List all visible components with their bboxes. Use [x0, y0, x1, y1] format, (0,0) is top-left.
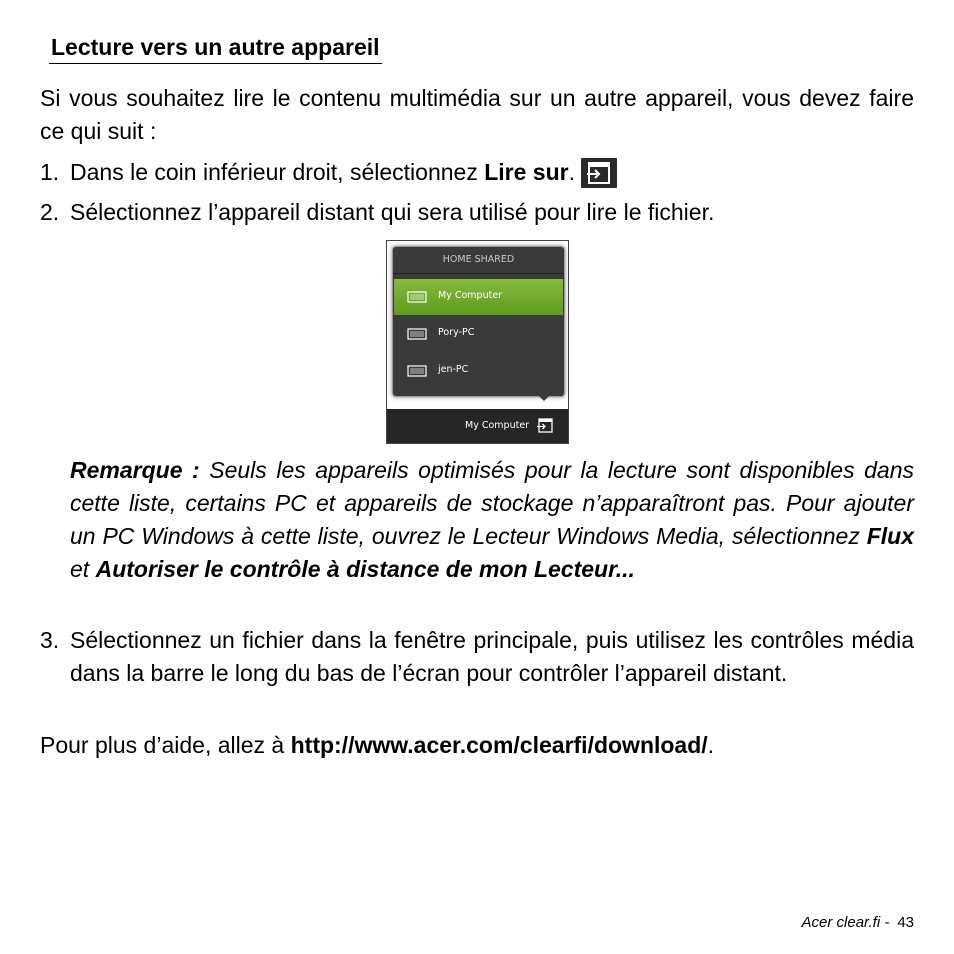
play-to-icon[interactable]	[536, 418, 553, 433]
monitor-icon	[407, 365, 427, 378]
monitor-icon	[407, 328, 427, 341]
step-number: 1.	[40, 159, 60, 185]
footer-title: Acer clear.fi -	[801, 914, 890, 931]
popup-header: HOME SHARED	[393, 247, 564, 274]
intro-paragraph: Si vous souhaitez lire le contenu multimédia sur un autre appareil, vous devez faire ce qui suit :	[40, 85, 914, 144]
play-to-icon	[581, 158, 617, 188]
page-number: 43	[897, 914, 914, 931]
device-label: My Computer	[438, 290, 503, 301]
step-1: 1. Dans le coin inférieur droit, sélectionnez Lire sur.	[40, 156, 914, 189]
step-2	[40, 196, 914, 229]
step-bold-text: Lire sur	[484, 159, 569, 185]
device-label: Pory-PC	[438, 327, 475, 338]
popup-pointer	[534, 391, 554, 401]
step-text: Sélectionnez l’appareil distant qui sera utilisé pour lire le fichier.	[70, 199, 715, 225]
play-to-screenshot	[386, 240, 569, 444]
device-item[interactable]	[394, 316, 563, 352]
step-number: 2.	[40, 199, 60, 225]
note-label: Remarque :	[70, 457, 200, 483]
download-link[interactable]: http://www.acer.com/clearfi/download/	[290, 732, 708, 758]
device-popup	[392, 246, 565, 397]
page-footer	[802, 914, 914, 931]
step-text: Sélectionnez un fichier dans la fenêtre principale, puis utilisez les contrôles média dans la barre le long du bas de l’écran pour contrôler l’appareil distant.	[70, 627, 914, 686]
device-item[interactable]	[394, 279, 563, 315]
note-paragraph: Remarque : Seuls les appareils optimisés pour la lecture sont disponibles dans cette liste, certains PC et appareils de stockage n’apparaîtront pas. Pour ajouter un PC Windows à cette liste, ouvrez le Lecteur Windows Media, sélectionnez Flux et Autoriser le contrôle à distance de mon Lecteur...	[70, 457, 914, 582]
play-to-label[interactable]: My Computer	[465, 420, 530, 431]
step-text: Dans le coin inférieur droit, sélectionnez	[70, 159, 485, 185]
device-label: jen-PC	[438, 364, 469, 375]
bottom-bar	[387, 409, 568, 443]
help-paragraph: Pour plus d’aide, allez à http://www.acer.com/clearfi/download/.	[40, 732, 715, 758]
step-number: 3.	[40, 627, 60, 653]
step-3	[40, 624, 914, 724]
section-heading: Lecture vers un autre appareil	[49, 33, 382, 64]
monitor-icon	[407, 291, 427, 304]
device-item[interactable]	[394, 353, 563, 389]
